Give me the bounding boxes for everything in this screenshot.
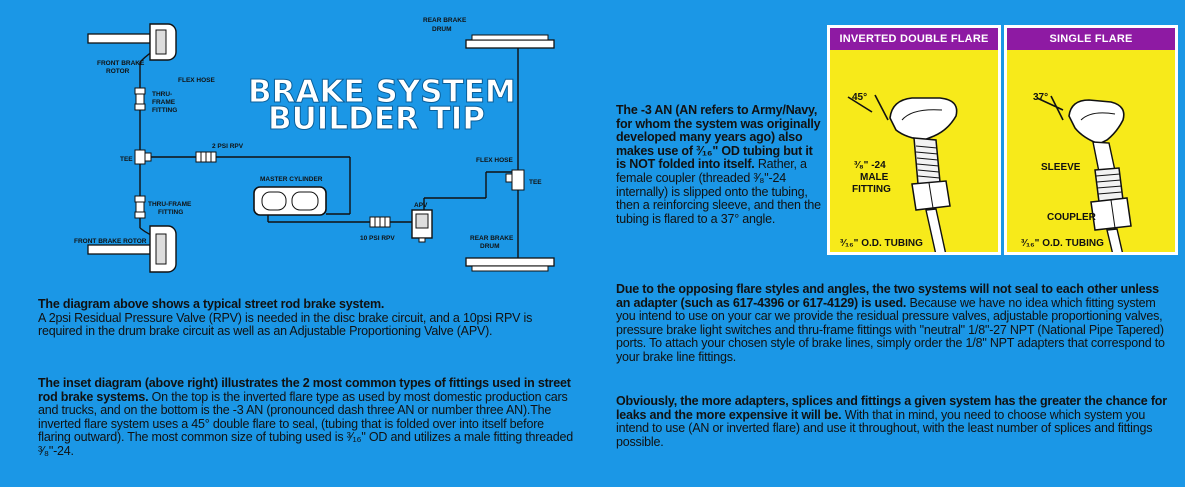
inset-inverted-double-flare	[827, 25, 1001, 255]
para-left-2	[38, 377, 578, 458]
inverted-fitting-label-2: MALE	[860, 172, 889, 183]
label-master-cylinder: MASTER CYLINDER	[260, 176, 323, 183]
label-flex-hose-right: FLEX HOSE	[476, 157, 513, 164]
front-brake-rotor-top-shape	[88, 24, 176, 60]
rpv-2psi-shape	[196, 152, 216, 162]
rear-brake-drum-bottom-shape	[466, 258, 554, 271]
inverted-fitting-label-1: ³⁄₈" -24	[854, 160, 886, 171]
single-sleeve-label: SLEEVE	[1041, 162, 1081, 173]
inset-inverted-header: INVERTED DOUBLE FLARE	[830, 28, 998, 50]
para-right-2-normal: With that in mind, you need to choose which system you intend to use (AN or inverted flare) and use it throughout, with the least number of splices and fittings possible.	[616, 407, 1153, 449]
diagram-title-line1: BRAKE SYSTEM	[248, 74, 516, 110]
an-description	[616, 104, 821, 226]
label-rear-brake-drum-bottom-1: REAR BRAKE	[470, 235, 514, 242]
para-right-1	[616, 283, 1168, 364]
front-brake-rotor-bottom-shape	[88, 226, 176, 272]
para-left-1-normal: A 2psi Residual Pressure Valve (RPV) is needed in the disc brake circuit, and a 10psi RPV is required in the drum brake circuit as well as an Adjustable Proportioning Valve (APV).	[38, 310, 533, 338]
para-left-1	[38, 298, 578, 339]
label-front-brake-rotor-top-1: FRONT BRAKE	[97, 60, 145, 67]
para-right-1-bold: Due to the opposing flare styles and angles, the two systems will not seal to each other unless an adapter (such as 617-4396 or 617-4129) is used.	[616, 282, 1159, 310]
label-rear-brake-drum-top-1: REAR BRAKE	[423, 17, 467, 24]
tee-right-shape	[506, 170, 524, 190]
single-angle-label: 37°	[1033, 92, 1049, 103]
para-right-2-bold: Obviously, the more adapters, splices and fittings a given system has the greater the chance for leaks and the more expensive it will be.	[616, 394, 1167, 422]
brake-system-diagram	[0, 0, 600, 290]
label-front-brake-rotor-bottom: FRONT BRAKE ROTOR	[74, 238, 147, 245]
label-rear-brake-drum-bottom-2: DRUM	[480, 243, 500, 250]
diagram-title-line2: BUILDER TIP	[268, 101, 486, 137]
inverted-fitting-label-3: FITTING	[852, 184, 891, 195]
rear-brake-drum-top-shape	[466, 35, 554, 48]
inverted-angle-label: 45°	[852, 92, 868, 103]
label-thru-frame-top-3: FITTING	[152, 107, 178, 114]
label-flex-hose-left: FLEX HOSE	[178, 77, 215, 84]
para-right-2	[616, 395, 1168, 449]
thru-frame-fitting-top-shape	[135, 88, 145, 110]
label-2psi-rpv: 2 PSI RPV	[212, 143, 244, 150]
inset-single-flare	[1004, 25, 1178, 255]
an-description-normal: Rather, a female coupler (threaded ³⁄₈"-24 internally) is slipped onto the tubing, then a reinforcing sleeve, and then the tubing is flared to a 37° angle.	[616, 157, 821, 226]
label-10psi-rpv: 10 PSI RPV	[360, 235, 395, 242]
para-left-2-bold: The inset diagram (above right) illustrates the 2 most common types of fittings used in street rod brake systems.	[38, 376, 571, 404]
tee-left-shape	[135, 150, 151, 164]
label-rear-brake-drum-top-2: DRUM	[432, 26, 452, 33]
an-description-bold: The -3 AN (AN refers to Army/Navy, for whom the system was originally developed many years ago) also makes use of ³⁄₁₆" OD tubing but it is NOT folded into itself.	[616, 103, 821, 172]
single-coupler-label: COUPLER	[1047, 212, 1096, 223]
label-apv: APV	[414, 202, 428, 209]
label-tee-left: TEE	[120, 156, 133, 163]
label-thru-frame-bottom-2: FITTING	[158, 209, 184, 216]
inset-single-header: SINGLE FLARE	[1007, 28, 1175, 50]
para-left-2-normal: On the top is the inverted flare type as used by most domestic production cars and trucks, and on the bottom is the -3 AN (pronounced dash three AN or number three AN).The inverted flare system uses a 45° double flare to seal, (tubing that is folded over into itself before flaring outward). The most common size of tubing used is ³⁄₁₆" OD and utilizes a male fitting threaded ³⁄₈"-24.	[38, 389, 573, 458]
label-tee-right: TEE	[529, 179, 542, 186]
thru-frame-fitting-bottom-shape	[135, 196, 145, 218]
rpv-10psi-shape	[370, 217, 390, 227]
label-thru-frame-bottom-1: THRU-FRAME	[148, 201, 192, 208]
label-front-brake-rotor-top-2: ROTOR	[106, 68, 130, 75]
label-thru-frame-top-2: FRAME	[152, 99, 176, 106]
inverted-flare-illustration	[830, 50, 998, 255]
single-flare-illustration	[1007, 50, 1175, 255]
label-thru-frame-top-1: THRU-	[152, 91, 173, 98]
inverted-tubing-label: ³⁄₁₆" O.D. TUBING	[840, 238, 923, 249]
para-left-1-bold: The diagram above shows a typical street rod brake system.	[38, 297, 385, 311]
master-cylinder-shape	[254, 187, 326, 215]
apv-shape	[412, 210, 432, 242]
single-tubing-label: ³⁄₁₆" O.D. TUBING	[1021, 238, 1104, 249]
para-right-1-normal: Because we have no idea which fitting system you intend to use on your car we provide the residual pressure valves, adjustable proportioning valves, pressure brake light switches and thru-frame fittings with "neutral" 1/8"-27 NPT (National Pipe Tapered) ports. To attach your chosen style of brake lines, simply order the 1/8" NPT adapters that correspond to your brake line fittings.	[616, 295, 1165, 364]
